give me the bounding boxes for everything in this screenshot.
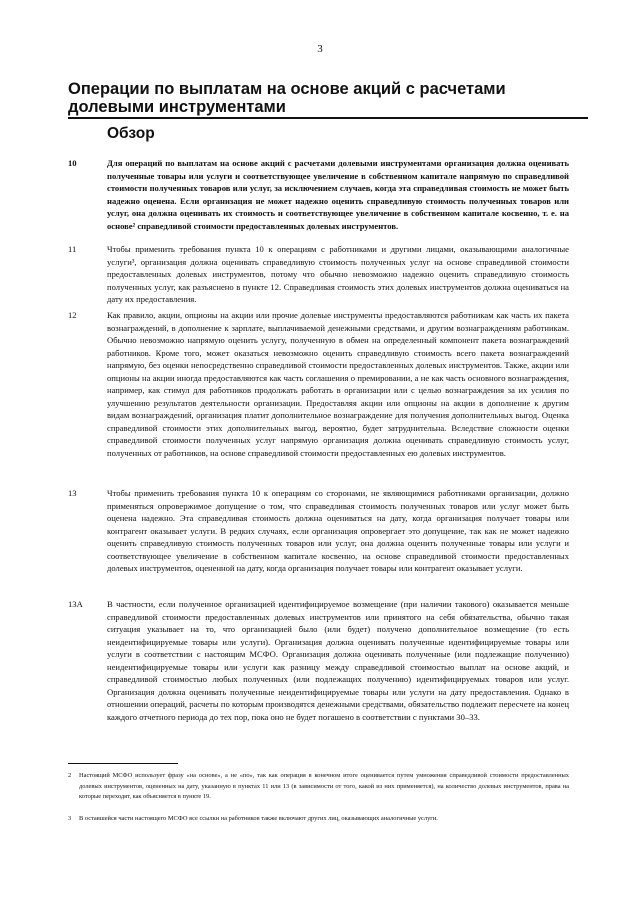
paragraph-number: 12 — [68, 310, 77, 320]
paragraph-text: В частности, если полученное организацией идентифицируемое возмещение (при наличии такового) оказывается меньше справедливой стоимости предоставленных долевых инструментов или принятого на себя обязательства, обычно такая ситуация указывает на то, что организацией было (или будет) получено дополнительное возмещение (то есть неидентифицируемые товары или услуги). Организация должна оценивать полученные идентифицируемые товары или услуги в соответствии с настоящим МСФО. Организация должна оценивать полученные (или подлежащие получению) неидентифицируемые товары или услуги как разницу между справедливой стоимостью выплат на основе акций, и справедливой стоимостью любых полученных (или подлежащих получению) идентифицируемых товаров или услуг. Организация должна оценивать полученные неидентифицируемые товары или услуги на дату предоставления. Однако в отношении операций, расчеты по которым производятся денежными средствами, обязательство подлежит пересчете на конец каждого отчетного периода до тех пор, пока оно не будет погашено в соответствии с пунктами 30–33. — [107, 599, 569, 722]
section-title: Операции по выплатам на основе акций с расчетами долевыми инструментами — [68, 80, 506, 116]
footnote-text: Настоящий МСФО использует фразу «на основе», а не «по», так как операция в конечном итоге оценивается путем умножения справедливой стоимости предоставленных долевых инструментов, оцененных на дату, указанную в пунктах 11 или 13 (в зависимости от того, какой из них применяется), на количество долевых инструментов, права на которые переходят, как объясняется в пункте 19. — [79, 772, 569, 800]
subtitle: Обзор — [107, 125, 155, 142]
paragraph-number: 11 — [68, 244, 77, 254]
footnote-divider — [68, 763, 178, 764]
footnote-number: 3 — [68, 815, 72, 822]
paragraph-text: Чтобы применить требования пункта 10 к операциям с работниками и другими лицами, оказывающими аналогичные услуги³, организация должна оценивать справедливую стоимость полученных услуг на основе справедливой стоимости предоставленных долевых инструментов, потому что обычно невозможно надежно оценить справедливую стоимость полученных услуг, как разъяснено в пункте 12. Справедливая стоимость этих долевых инструментов должна оцениваться на дату их предоставления. — [107, 244, 569, 304]
page-number: 3 — [317, 43, 323, 55]
paragraph-text: Чтобы применить требования пункта 10 к операциям со сторонами, не являющимися работниками организации, должно применяться опровержимое допущение о том, что справедливая стоимость полученных товаров или услуг может быть оценена надежно. Эта справедливая стоимость должна оцениваться на дату, когда организация получает товары или контрагент оказывает услуги. В редких случаях, если организация опровергает это допущение, так как не может надежно оценить справедливую стоимость полученных товаров или услуг, она должна оценить полученные товары или услуги и соответствующее увеличение в собственном капитале косвенно, на основе справедливой стоимости предоставленных долевых инструментов, оцененной на дату, когда организация получает товары или контрагент оказывает услуги. — [107, 488, 569, 573]
paragraph-text: Для операций по выплатам на основе акций с расчетами долевыми инструментами организация должна оценивать полученные товары или услуги и соответствующее увеличение в собственном капитале напрямую по справедливой стоимости полученных товаров или услуг, за исключением случаев, когда эта справедливая стоимость не может быть надежно оценена. Если организация не может надежно оценить справедливую стоимость полученных товаров или услуг, она должна оценивать их стоимость и соответствующее увеличение в собственном капитале косвенно, т. е. на основе² справедливой стоимости предоставленных долевых инструментов. — [107, 158, 569, 231]
paragraph-number: 13A — [68, 599, 83, 609]
title-divider — [68, 117, 588, 119]
footnote-number: 2 — [68, 772, 72, 779]
footnote-text: В оставшейся части настоящего МСФО все ссылки на работников также включают других лиц, оказывающих аналогичные услуги. — [79, 815, 438, 822]
paragraph-text: Как правило, акции, опционы на акции или прочие долевые инструменты предоставляются работникам как часть их пакета вознаграждений, в дополнение к зарплате, выплачиваемой денежными средствами, и другим вознаграждениям работникам. Обычно невозможно напрямую оценить услугу, полученную в обмен на определенный компонент пакета вознаграждений работников. Кроме того, может оказаться невозможно оценить справедливую стоимость всего пакета вознаграждений напрямую, без оценки непосредственно справедливой стоимости предоставленных долевых инструментов. Также, акции или опционы на акции иногда предоставляются как часть соглашения о премировании, а не как часть основного вознаграждения, например, как стимул для работников продолжать работать в организации или с целью вознаграждения за их усилия по улучшению результатов деятельности организации. Предоставляя акции или опционы на акции в дополнение к другим видам вознаграждений, организация платит дополнительное вознаграждение для получения дополнительных выгод. Оценка справедливой стоимости этих дополнительных выгод, вероятно, будет затруднительна. Вследствие сложности оценки справедливой стоимости полученных услуг напрямую организация должна оценивать справедливую стоимость услуг, полученных от работников, на основе справедливой стоимости предоставленных ею долевых инструментов. — [107, 310, 569, 458]
paragraph-number: 13 — [68, 488, 77, 498]
paragraph-number: 10 — [68, 158, 77, 168]
